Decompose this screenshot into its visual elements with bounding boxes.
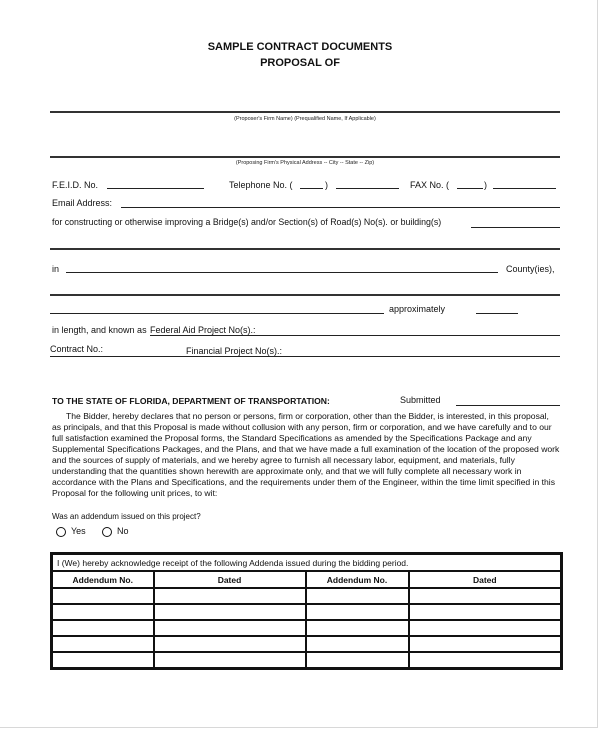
dated-cell[interactable]	[154, 588, 306, 604]
fax-label: FAX No. (	[410, 180, 450, 190]
declaration-heading: TO THE STATE OF FLORIDA, DEPARTMENT OF TRANSPORTATION:	[52, 396, 330, 406]
building-field[interactable]	[471, 227, 560, 228]
addendum-no-cell[interactable]	[52, 620, 154, 636]
submitted-date-field[interactable]	[456, 405, 560, 406]
document-subtitle: PROPOSAL OF	[260, 57, 340, 69]
fax-number-field[interactable]	[493, 188, 556, 189]
addendum-no-cell[interactable]	[52, 604, 154, 620]
telephone-paren-close: )	[325, 180, 328, 190]
contract-no-label: Contract No.:	[50, 344, 104, 354]
federal-aid-field[interactable]	[150, 335, 560, 336]
column-header-dated: Dated	[409, 571, 562, 588]
constructing-label: for constructing or otherwise improving a Bridge(s) and/or Section(s) of Road(s) No(s). or building(s)	[52, 217, 442, 227]
telephone-label: Telephone No. (	[229, 180, 293, 190]
in-length-label: in length, and known as	[52, 325, 147, 335]
addendum-no-cell[interactable]	[306, 652, 409, 669]
approximate-length-field[interactable]	[476, 313, 518, 314]
addendum-no-cell[interactable]	[306, 604, 409, 620]
declaration-text: The Bidder, hereby declares that no person or persons, firm or corporation, other than the Bidder, is interested, in this proposal, as principals, and that this Proposal is made without collusion with any person, firm or corporation, and we have carefully and to our full satisfaction examined the Proposal forms, the Standard Specifications as amended by the Specifications Package and any Supplemental Specifications Packages, and the Plans, and that we have made a full examination of the location of the proposed work and the sources of supply of materials, and we hereby agree to furnish all necessary labor, equipment, and materials, fully understanding that the quantities shown herewith are approximate only, and that we will fully complete all necessary work in accordance with the Plans and Specifications, and the requirements under them of the Engineer, within the time limit specified in this Proposal for the following unit prices, to wit:	[52, 411, 560, 498]
address-caption: (Proposing Firm's Physical Address -- City -- State -- Zip)	[235, 160, 375, 166]
column-header-dated: Dated	[154, 571, 306, 588]
dated-cell[interactable]	[409, 636, 562, 652]
firm-name-caption: (Proposer's Firm Name) (Prequalified Name, If Applicable)	[234, 116, 376, 122]
table-row	[52, 620, 562, 636]
county-field[interactable]	[66, 272, 498, 273]
federal-aid-label: Federal Aid Project No(s).:	[150, 325, 256, 335]
declaration-body	[52, 411, 560, 499]
county-label: County(ies),	[506, 264, 555, 274]
table-row	[52, 652, 562, 669]
addendum-no-radio[interactable]	[102, 527, 112, 537]
dated-cell[interactable]	[409, 652, 562, 669]
location-field[interactable]	[50, 294, 560, 296]
addendum-no-label: No	[117, 526, 129, 536]
column-header-addendum-no: Addendum No.	[52, 571, 154, 588]
addendum-no-cell[interactable]	[306, 620, 409, 636]
address-field[interactable]	[50, 156, 560, 158]
addendum-no-cell[interactable]	[52, 588, 154, 604]
acknowledgement-text: I (We) hereby acknowledge receipt of the following Addenda issued during the bidding period.	[52, 554, 562, 572]
column-header-addendum-no: Addendum No.	[306, 571, 409, 588]
in-label: in	[52, 264, 60, 274]
acknowledgement-row	[52, 554, 562, 572]
approximately-label: approximately	[389, 304, 446, 314]
addendum-no-cell[interactable]	[52, 652, 154, 669]
dated-cell[interactable]	[409, 620, 562, 636]
telephone-number-field[interactable]	[336, 188, 399, 189]
firm-name-field[interactable]	[50, 111, 560, 113]
fax-paren-close: )	[484, 180, 487, 190]
dated-cell[interactable]	[154, 620, 306, 636]
telephone-area-code-field[interactable]	[300, 188, 323, 189]
dated-cell[interactable]	[154, 636, 306, 652]
feid-field[interactable]	[107, 188, 204, 189]
submitted-label: Submitted	[400, 395, 441, 405]
email-field[interactable]	[121, 207, 560, 208]
financial-project-label: Financial Project No(s).:	[186, 346, 283, 356]
addendum-no-cell[interactable]	[306, 588, 409, 604]
table-row	[52, 604, 562, 620]
addendum-question: Was an addendum issued on this project?	[52, 512, 201, 521]
table-header-row	[52, 571, 562, 588]
contract-financial-field[interactable]	[50, 356, 560, 357]
length-description-field[interactable]	[50, 313, 384, 314]
addendum-yes-label: Yes	[71, 526, 86, 536]
dated-cell[interactable]	[154, 652, 306, 669]
feid-label: F.E.I.D. No.	[52, 180, 99, 190]
addendum-yes-radio[interactable]	[56, 527, 66, 537]
dated-cell[interactable]	[154, 604, 306, 620]
addendum-no-cell[interactable]	[52, 636, 154, 652]
addendum-no-cell[interactable]	[306, 636, 409, 652]
project-description-field[interactable]	[50, 248, 560, 250]
fax-area-code-field[interactable]	[457, 188, 483, 189]
table-row	[52, 636, 562, 652]
table-row	[52, 588, 562, 604]
addenda-table	[50, 552, 563, 670]
dated-cell[interactable]	[409, 588, 562, 604]
document-title: SAMPLE CONTRACT DOCUMENTS	[207, 41, 393, 53]
email-label: Email Address:	[52, 198, 113, 208]
dated-cell[interactable]	[409, 604, 562, 620]
